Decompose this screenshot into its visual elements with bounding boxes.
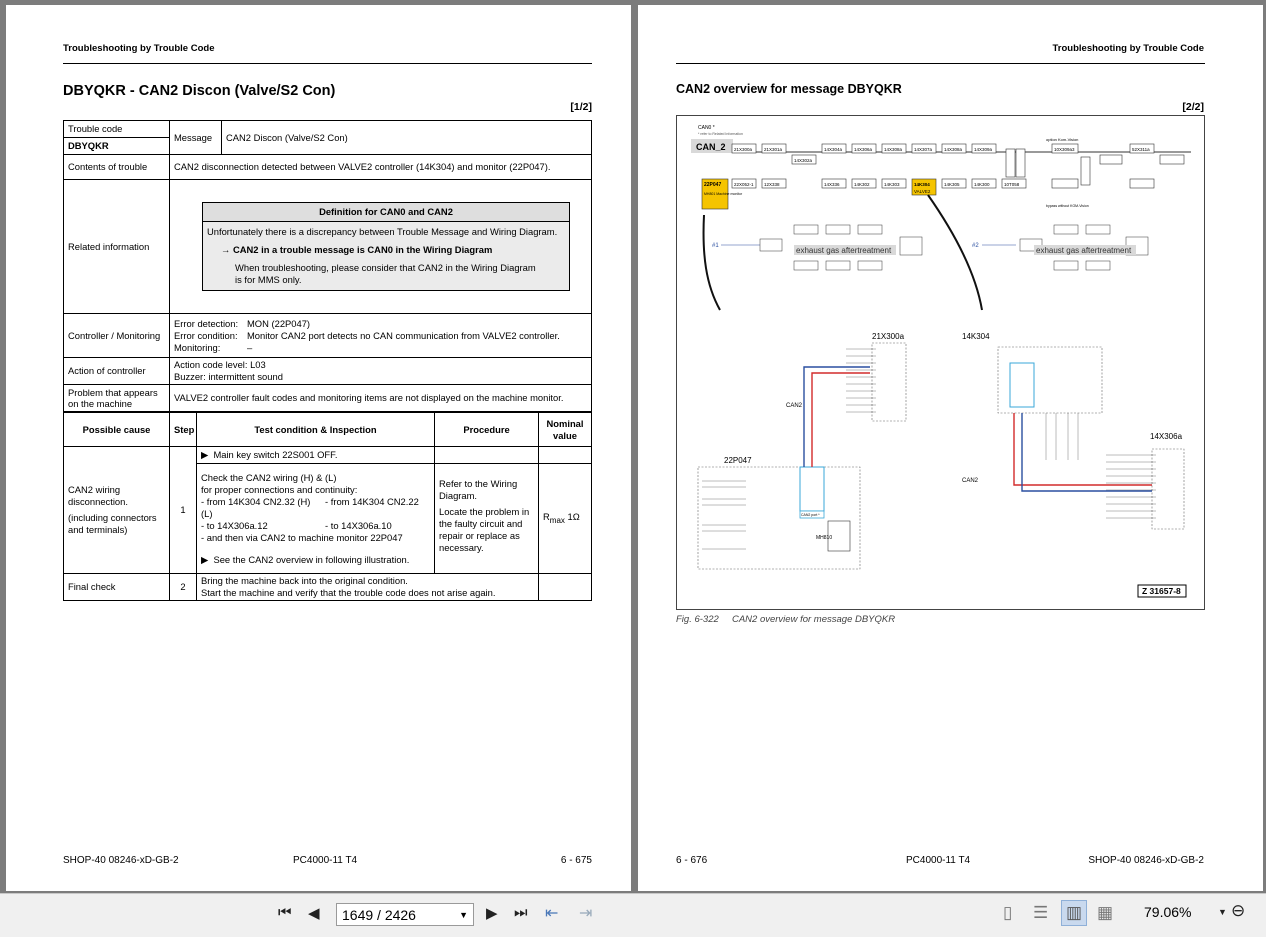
action-line1: Action code level: L03 [174, 359, 266, 370]
contents-label: Contents of trouble [64, 155, 170, 180]
top-connector-3: 14X304a [824, 147, 843, 152]
monitor-sub: MH801 Machine monitor [704, 192, 743, 196]
facing-icon[interactable]: ▥ [1066, 903, 1083, 922]
book-view-icon[interactable]: ▦ [1097, 903, 1114, 922]
monitoring-value: – [247, 341, 253, 353]
check-line5: - and then via CAN2 to machine monitor 22P047 [201, 532, 403, 543]
page-header: Troubleshooting by Trouble Code [1052, 43, 1204, 54]
definition-body [203, 222, 569, 290]
top-connector-9: 10X309a3 [1054, 147, 1075, 152]
footer-left: 6 - 676 [676, 855, 708, 866]
can2-label-b: CAN2 [962, 478, 979, 484]
refer-note: * refer to Related Information [698, 132, 743, 136]
cause-1-line1: CAN2 wiring disconnection. [68, 484, 128, 507]
second-connector-7: 10T058 [1004, 182, 1020, 187]
next-page-icon[interactable]: ▶ [486, 905, 498, 922]
to-a: - to 14X306a.12 [201, 520, 268, 531]
figure-id: Z 31657-8 [1142, 586, 1181, 596]
final-empty-nominal [539, 574, 592, 601]
valve-can-port [1010, 363, 1034, 407]
exh-box-k [1054, 261, 1078, 270]
second-connector-6: 14K300 [974, 182, 990, 187]
page-marker: [2/2] [1182, 101, 1204, 113]
message-label: Message [170, 121, 222, 155]
vertical-connector-c [1081, 157, 1090, 185]
main-key-cell [197, 447, 435, 464]
bypass-label: bypass without KOM-Vision [1046, 204, 1089, 208]
exh-box-i [1086, 225, 1110, 234]
main-key-empty-nominal [539, 447, 592, 464]
check-cell [197, 464, 435, 574]
exhaust-label-1: exhaust gas aftertreatment [796, 246, 892, 255]
go-back-icon[interactable]: ⇤ [545, 905, 559, 922]
arrow-right-icon: ▶ [201, 554, 209, 565]
related-label: Related information [64, 180, 170, 314]
see-overview: See the CAN2 overview in following illustration. [213, 554, 410, 565]
second-connector-0: 22X052-1 [734, 182, 754, 187]
header-rule [676, 63, 1205, 64]
exh-box-c [858, 225, 882, 234]
page-title: CAN2 overview for message DBYQKR [676, 82, 902, 96]
action-cell [170, 358, 592, 385]
header-test-condition: Test condition & Inspection [197, 413, 435, 447]
diagram-frame [677, 116, 1205, 610]
zoom-level[interactable]: 79.06% [1144, 904, 1192, 920]
exh-box-g [858, 261, 882, 270]
monitor-label: 22P047 [704, 182, 722, 188]
final-line1: Bring the machine back into the original condition. [201, 575, 408, 586]
nominal-sub: max [549, 515, 565, 525]
top-connector-4: 14X306a [854, 147, 873, 152]
exh-box-e [794, 261, 818, 270]
definition-title: Definition for CAN0 and CAN2 [203, 203, 569, 222]
can2-label-a: CAN2 [786, 403, 803, 409]
final-line2: Start the machine and verify that the trouble code does not arise again. [201, 587, 496, 598]
nominal-value [539, 464, 592, 574]
second-connector-2: 14X336 [824, 182, 840, 187]
error-detection-label: Error detection: [174, 317, 239, 329]
problem-value: VALVE2 controller fault codes and monitoring items are not displayed on the machine monitor. [170, 385, 592, 412]
connector-10x356 [1052, 179, 1078, 188]
definition-box [202, 202, 570, 291]
cause-1-line2: (including connectors and terminals) [68, 512, 157, 535]
header-possible-cause: Possible cause [64, 413, 170, 447]
lower-14x-label: 14X306a [1150, 432, 1183, 441]
definition-line3: When troubleshooting, please consider that CAN2 in the Wiring Diagram is for MMS only. [235, 262, 536, 285]
procedure-cell [435, 464, 539, 574]
header-nominal-value: Nominal value [539, 413, 592, 447]
hash1-label: #1 [712, 243, 719, 249]
procedure-1: Refer to the Wiring Diagram. [439, 478, 518, 501]
header-step: Step [170, 413, 197, 447]
top-connector-7: 14X308a [944, 147, 963, 152]
hash2-label: #2 [972, 243, 979, 249]
continuous-icon[interactable]: ☰ [1033, 903, 1049, 922]
contents-value: CAN2 disconnection detected between VALVE2 controller (14K304) and monitor (22P047). [170, 155, 592, 180]
arrow-right-icon: ▶ [201, 449, 209, 460]
nominal-r: R [543, 510, 550, 522]
definition-line1: Unfortunately there is a discrepancy between Trouble Message and Wiring Diagram. [207, 226, 558, 237]
final-cell [197, 574, 539, 601]
cause-table [63, 412, 592, 601]
top-connector-1: 21X301a [764, 147, 783, 152]
header-rule [63, 63, 592, 64]
top-connector-2: 14X302a [794, 158, 813, 163]
second-connector-4: 14K303 [884, 182, 900, 187]
can2-port-label: CAN2 port * [801, 513, 820, 517]
connector-52k314 [1130, 179, 1154, 188]
error-condition-value: Monitor CAN2 port detects no CAN communication from VALVE2 controller. [247, 329, 560, 341]
option-label: option Kom-Vision [1046, 137, 1079, 142]
nominal-val: 1Ω [567, 510, 580, 522]
last-page-icon[interactable]: ⏭ [514, 904, 528, 921]
monitor-can-port [800, 467, 824, 511]
zoom-dropdown-icon[interactable]: ▼ [1218, 907, 1227, 917]
main-key-text: Main key switch 22S001 OFF. [213, 449, 338, 460]
final-label: Final check [64, 574, 170, 601]
can2-overview-diagram [676, 115, 1205, 610]
monitoring-label: Monitoring: [174, 341, 221, 353]
top-connector-0: 21X300a [734, 147, 753, 152]
zoom-out-icon[interactable]: ⊖ [1231, 901, 1246, 920]
pdf-toolbar [0, 893, 1266, 937]
connector-10x310a [1100, 155, 1122, 164]
top-connector-5: 14X308a [884, 147, 903, 152]
single-page-icon[interactable]: ▯ [1003, 903, 1013, 922]
from-a: - from 14K304 CN2.32 (H) [201, 496, 311, 507]
trouble-code-label: Trouble code [64, 121, 170, 138]
page-header: Troubleshooting by Trouble Code [63, 43, 215, 54]
action-label: Action of controller [64, 358, 170, 385]
second-connector-5: 14K305 [944, 182, 960, 187]
step-1: 1 [170, 447, 197, 574]
figure-caption: Fig. 6-322 CAN2 overview for message DBYQKR [676, 614, 896, 625]
lower-21x-label: 21X300a [872, 332, 905, 341]
to-b: - to 14X306a.10 [325, 520, 392, 531]
controller-label: Controller / Monitoring [64, 314, 170, 358]
check-line2: for proper connections and continuity: [201, 484, 358, 495]
action-line2: Buzzer: intermittent sound [174, 371, 283, 382]
exh-box-h [1054, 225, 1078, 234]
step-2: 2 [170, 574, 197, 601]
problem-label: Problem that appears on the machine [64, 385, 170, 412]
second-connector-3: 14K302 [854, 182, 870, 187]
prev-page-icon[interactable]: ◀ [308, 905, 320, 922]
page-title: DBYQKR - CAN2 Discon (Valve/S2 Con) [63, 83, 336, 99]
exh-box-d [900, 237, 922, 255]
top-connector-6: 14X307a [914, 147, 933, 152]
error-condition-label: Error condition: [174, 329, 238, 341]
header-procedure: Procedure [435, 413, 539, 447]
first-page-icon[interactable]: ⏮ [278, 904, 292, 921]
valve-node [912, 179, 936, 195]
check-line1: Check the CAN2 wiring (H) & (L) [201, 472, 337, 483]
exhaust-label-2: exhaust gas aftertreatment [1036, 246, 1132, 255]
mh810-label: MH810 [816, 535, 833, 541]
exhaust-connector-1 [760, 239, 782, 251]
footer-center: PC4000-11 T4 [906, 855, 971, 866]
cause-1 [64, 447, 170, 574]
vertical-connector-a [1006, 149, 1015, 177]
related-cell [170, 180, 592, 314]
valve-sub: VALVE2 [914, 189, 931, 194]
can0-note: CAN0 * [698, 125, 715, 131]
from-b: - from 14K304 CN2.22 (L) [201, 496, 419, 519]
footer-right: 6 - 675 [560, 855, 592, 866]
page-number-input[interactable] [336, 903, 474, 926]
controller-cell [170, 314, 592, 358]
top-connector-8: 14X309a [974, 147, 993, 152]
info-table [63, 120, 592, 412]
trouble-code-value: DBYQKR [64, 138, 170, 155]
go-forward-icon[interactable]: ⇥ [579, 905, 593, 922]
vertical-connector-b [1016, 149, 1025, 177]
lower-14k-label: 14K304 [962, 332, 990, 341]
message-value: CAN2 Discon (Valve/S2 Con) [222, 121, 592, 155]
footer-right: SHOP-40 08246-xD-GB-2 [1088, 855, 1204, 866]
second-connector-1: 12X338 [764, 182, 780, 187]
exh-box-l [1086, 261, 1110, 270]
page-marker: [1/2] [570, 101, 592, 113]
connector-52x312a [1160, 155, 1184, 164]
procedure-2: Locate the problem in the faulty circuit and repair or replace as necessary. [439, 506, 530, 553]
exh-box-b [826, 225, 850, 234]
top-connector-10: 52X311a [1132, 147, 1150, 152]
lower-22p-label: 22P047 [724, 456, 752, 465]
left-page [6, 5, 631, 891]
error-detection-value: MON (22P047) [247, 317, 311, 329]
exh-box-f [826, 261, 850, 270]
page-dropdown-icon[interactable]: ▼ [459, 910, 468, 920]
footer-left: SHOP-40 08246-xD-GB-2 [63, 855, 179, 866]
definition-line2: → CAN2 in a trouble message is CAN0 in the Wiring Diagram [221, 244, 493, 255]
right-page [638, 5, 1263, 891]
bus-label: CAN_2 [696, 142, 726, 152]
valve-label: 14K304 [914, 182, 930, 187]
main-key-empty-procedure [435, 447, 539, 464]
footer-center: PC4000-11 T4 [293, 855, 358, 866]
exh-box-a [794, 225, 818, 234]
page-number-text: 1649 / 2426 [342, 907, 416, 923]
